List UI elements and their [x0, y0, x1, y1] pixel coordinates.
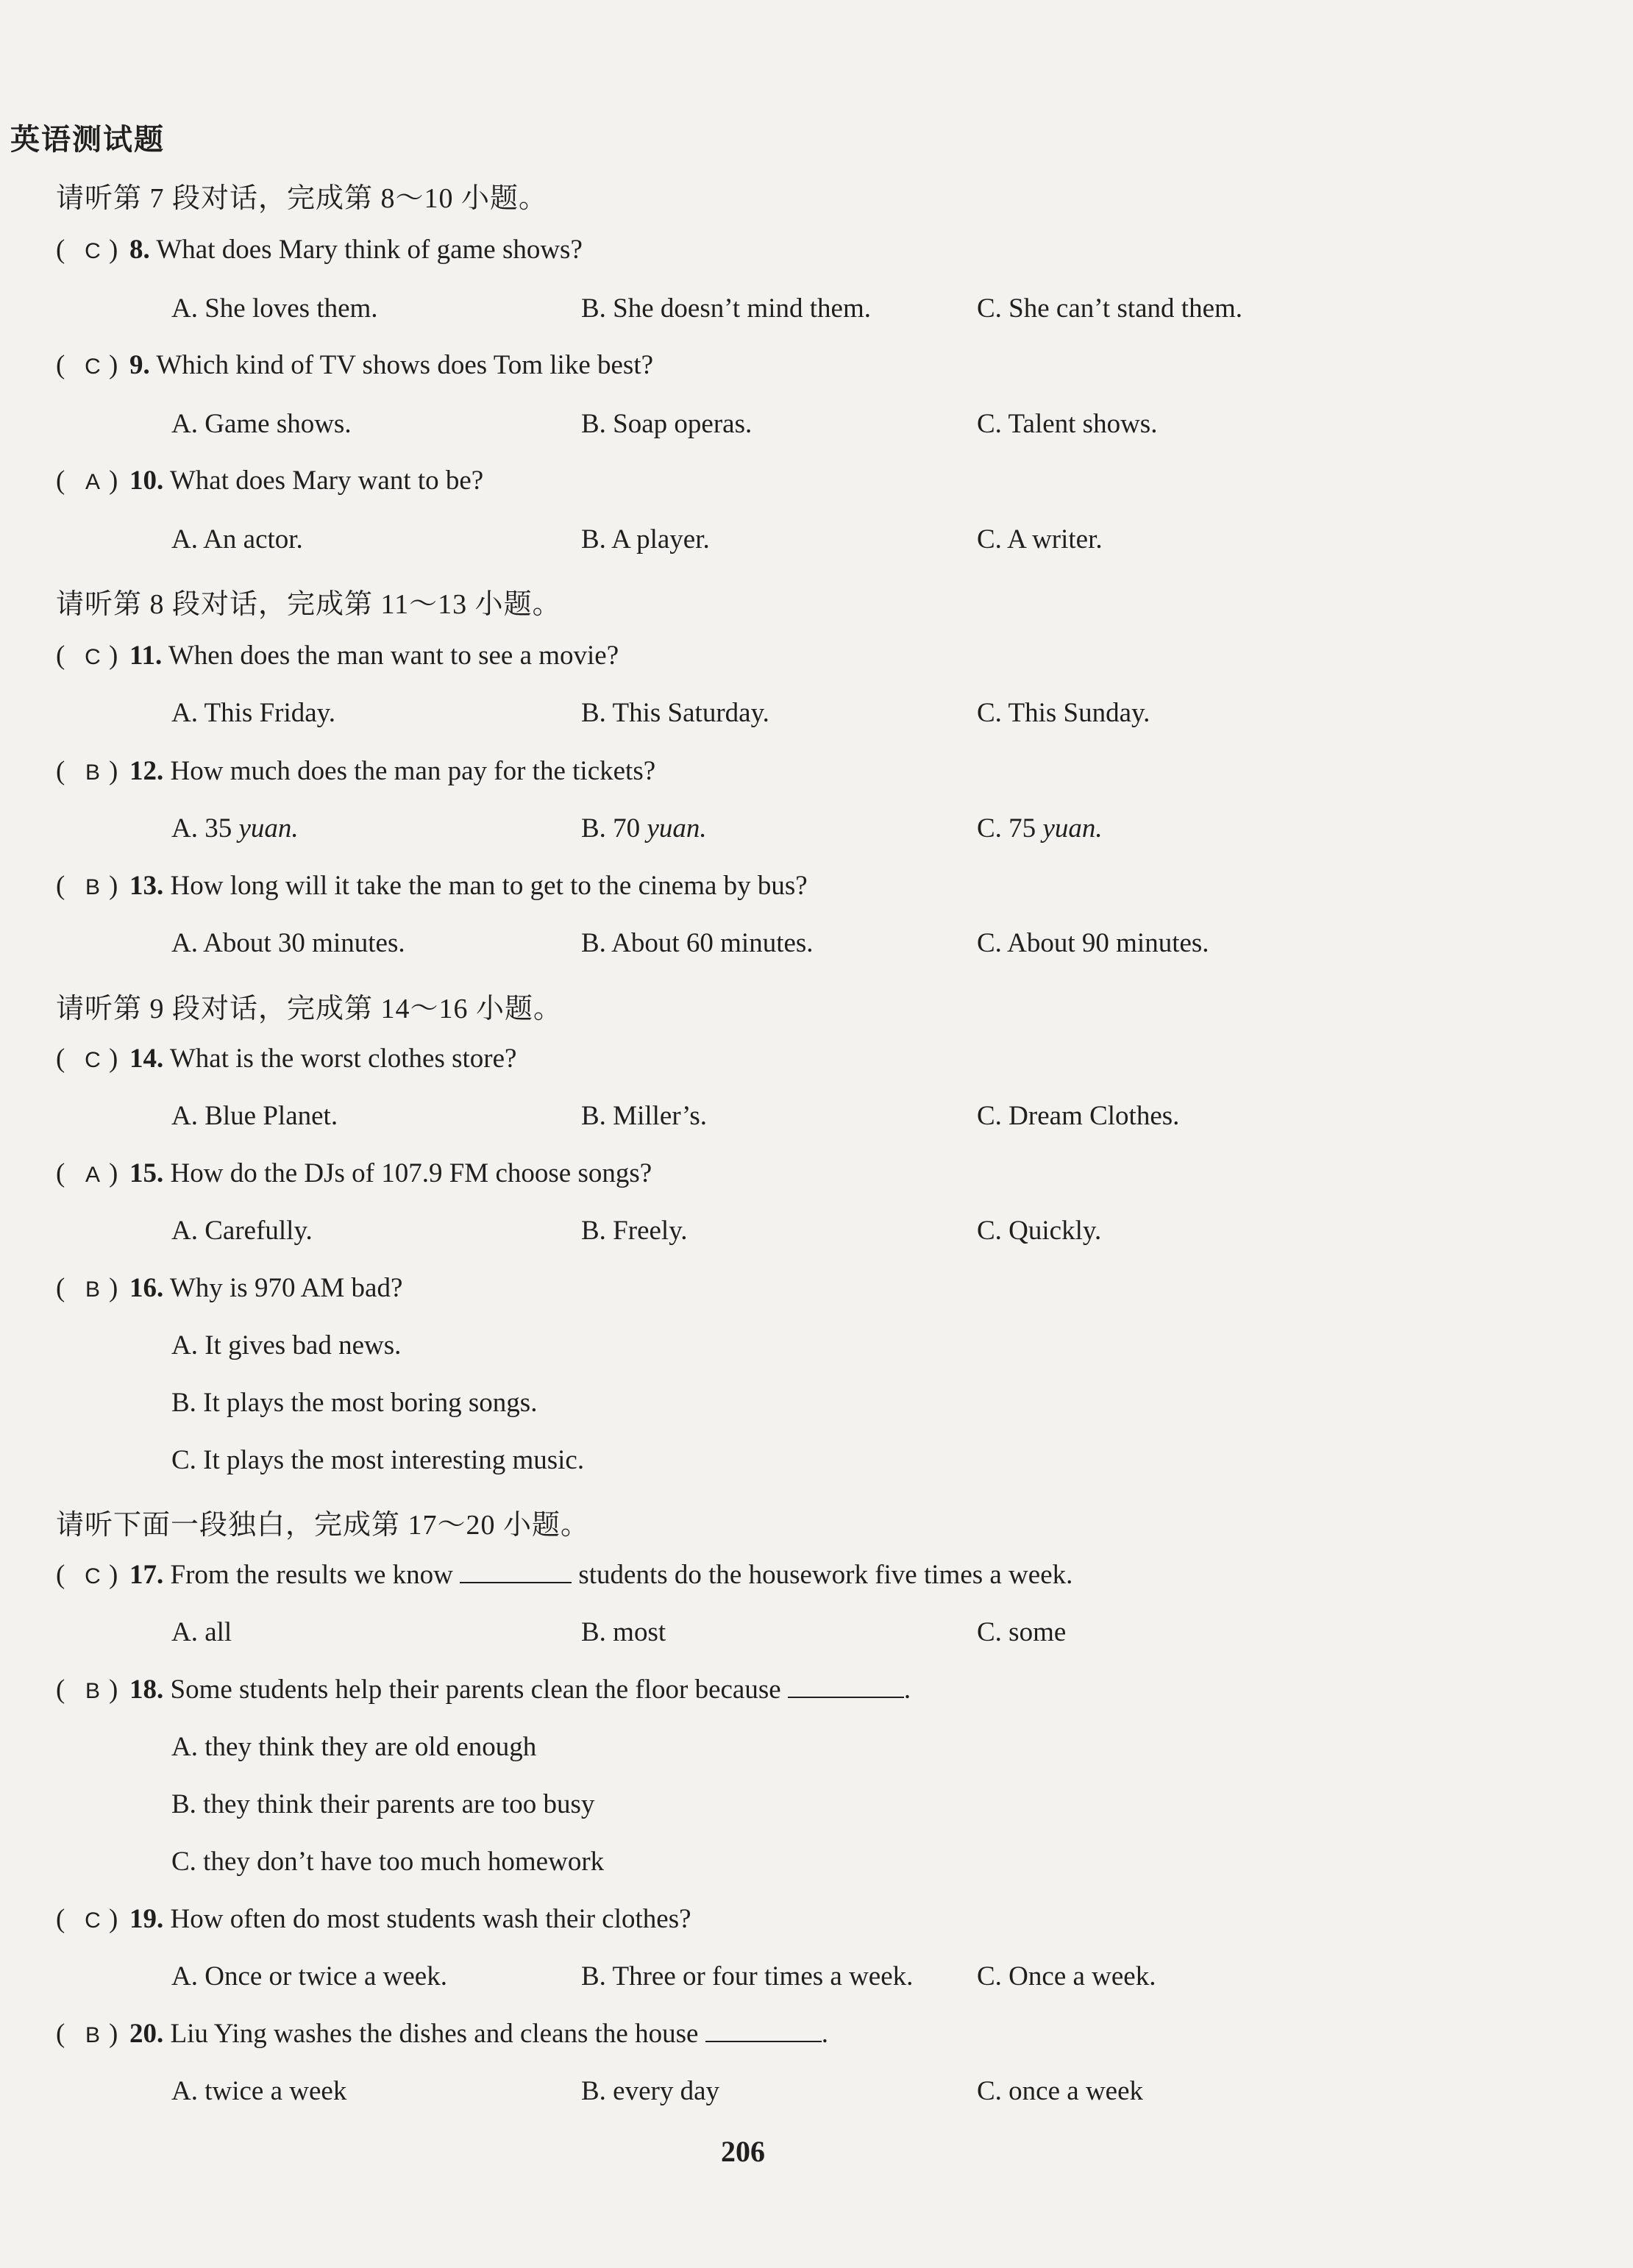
- question-number: 14.: [129, 1044, 164, 1074]
- option-14b: B. Miller’s.: [581, 1101, 707, 1131]
- option-12c: C. 75 yuan.: [977, 813, 1103, 844]
- question-text: What does Mary think of game shows?: [156, 235, 583, 265]
- option-12a: A. 35 yuan.: [171, 813, 299, 844]
- answer-13: B: [85, 875, 100, 899]
- question-number: 16.: [129, 1273, 164, 1303]
- option-10b: B. A player.: [581, 524, 710, 554]
- option-17b: B. most: [581, 1617, 666, 1647]
- question-text: How often do most students wash their clothes?: [170, 1904, 691, 1934]
- option-19c: C. Once a week.: [977, 1961, 1156, 1991]
- question-15: ( A ) 15. How do the DJs of 107.9 FM choose songs?: [56, 1158, 652, 1188]
- page-header-title: 英语测试题: [10, 123, 165, 156]
- answer-blank: [788, 1675, 904, 1698]
- answer-16: B: [85, 1277, 100, 1302]
- option-10a: A. An actor.: [171, 524, 303, 554]
- answer-20: B: [85, 2023, 100, 2047]
- question-8: ( C ) 8. What does Mary think of game shows?: [56, 235, 583, 265]
- option-12b: B. 70 yuan.: [581, 813, 707, 844]
- option-13a: A. About 30 minutes.: [171, 928, 405, 958]
- question-number: 15.: [129, 1158, 164, 1188]
- option-18c: C. they don’t have too much homework: [171, 1847, 605, 1877]
- answer-14: C: [85, 1048, 101, 1072]
- question-number: 19.: [129, 1904, 164, 1934]
- option-9a: A. Game shows.: [171, 409, 352, 439]
- option-13b: B. About 60 minutes.: [581, 928, 814, 958]
- option-19a: A. Once or twice a week.: [171, 1961, 447, 1991]
- question-11: ( C ) 11. When does the man want to see a movie?: [56, 641, 619, 671]
- question-text-continued: .: [903, 1675, 911, 1705]
- section-instruction-1: 请听第 7 段对话，完成第 8～10 小题。: [56, 183, 548, 214]
- option-20a: A. twice a week: [171, 2076, 347, 2106]
- question-number: 11.: [129, 641, 163, 671]
- answer-9: C: [85, 354, 101, 379]
- question-number: 17.: [129, 1560, 164, 1590]
- currency-unit: yuan.: [1042, 813, 1103, 844]
- option-16c: C. It plays the most interesting music.: [171, 1445, 585, 1475]
- option-14c: C. Dream Clothes.: [977, 1101, 1180, 1131]
- option-9b: B. Soap operas.: [581, 409, 753, 439]
- question-13: ( B ) 13. How long will it take the man to get to the cinema by bus?: [56, 871, 808, 901]
- option-14a: A. Blue Planet.: [171, 1101, 338, 1131]
- option-11a: A. This Friday.: [171, 698, 336, 728]
- option-20c: C. once a week: [977, 2076, 1144, 2106]
- option-16a: A. It gives bad news.: [171, 1330, 402, 1361]
- answer-11: C: [85, 645, 101, 669]
- option-18a: A. they think they are old enough: [171, 1732, 537, 1762]
- option-15a: A. Carefully.: [171, 1216, 313, 1246]
- question-number: 20.: [129, 2019, 164, 2049]
- question-18: ( B ) 18. Some students help their parents clean the floor because .: [56, 1675, 911, 1705]
- answer-19: C: [85, 1908, 101, 1933]
- question-17: ( C ) 17. From the results we know students do the housework five times a week.: [56, 1560, 1073, 1590]
- question-text: How do the DJs of 107.9 FM choose songs?: [170, 1158, 652, 1188]
- question-10: ( A ) 10. What does Mary want to be?: [56, 466, 484, 496]
- answer-8: C: [85, 239, 101, 263]
- answer-10: A: [85, 470, 100, 494]
- question-number: 13.: [129, 871, 164, 901]
- currency-unit: yuan.: [647, 813, 707, 844]
- option-9c: C. Talent shows.: [977, 409, 1158, 439]
- answer-blank: [460, 1560, 572, 1583]
- question-text: Some students help their parents clean the floor because: [170, 1675, 781, 1705]
- option-17a: A. all: [171, 1617, 232, 1647]
- question-text: Which kind of TV shows does Tom like best?: [156, 350, 654, 380]
- section-instruction-2: 请听第 8 段对话，完成第 11～13 小题。: [56, 589, 561, 620]
- question-19: ( C ) 19. How often do most students wash their clothes?: [56, 1904, 691, 1934]
- question-number: 12.: [129, 756, 164, 786]
- option-11c: C. This Sunday.: [977, 698, 1150, 728]
- page-number: 206: [721, 2135, 765, 2168]
- question-text-continued: students do the housework five times a week.: [578, 1560, 1073, 1590]
- question-text: Liu Ying washes the dishes and cleans the house: [170, 2019, 699, 2049]
- option-13c: C. About 90 minutes.: [977, 928, 1209, 958]
- option-17c: C. some: [977, 1617, 1067, 1647]
- section-instruction-4: 请听下面一段独白，完成第 17～20 小题。: [56, 1510, 590, 1541]
- option-8b: B. She doesn’t mind them.: [581, 293, 871, 324]
- answer-12: B: [85, 760, 100, 785]
- question-text: How much does the man pay for the tickets?: [170, 756, 656, 786]
- option-19b: B. Three or four times a week.: [581, 1961, 914, 1991]
- answer-15: A: [85, 1163, 100, 1187]
- question-text: What is the worst clothes store?: [169, 1044, 517, 1074]
- question-text: Why is 970 AM bad?: [169, 1273, 403, 1303]
- option-16b: B. It plays the most boring songs.: [171, 1388, 538, 1418]
- question-number: 8.: [129, 235, 150, 265]
- option-18b: B. they think their parents are too busy: [171, 1789, 595, 1819]
- question-9: ( C ) 9. Which kind of TV shows does Tom like best?: [56, 350, 654, 380]
- option-8c: C. She can’t stand them.: [977, 293, 1243, 324]
- answer-18: B: [85, 1679, 100, 1703]
- option-8a: A. She loves them.: [171, 293, 378, 324]
- question-12: ( B ) 12. How much does the man pay for the tickets?: [56, 756, 656, 786]
- section-instruction-3: 请听第 9 段对话，完成第 14～16 小题。: [56, 994, 563, 1024]
- option-20b: B. every day: [581, 2076, 720, 2106]
- question-14: ( C ) 14. What is the worst clothes store?: [56, 1044, 517, 1074]
- option-11b: B. This Saturday.: [581, 698, 769, 728]
- question-text: What does Mary want to be?: [169, 466, 484, 496]
- answer-17: C: [85, 1564, 101, 1588]
- question-16: ( B ) 16. Why is 970 AM bad?: [56, 1273, 403, 1303]
- question-number: 9.: [129, 350, 150, 380]
- option-15c: C. Quickly.: [977, 1216, 1102, 1246]
- question-text-continued: .: [821, 2019, 828, 2049]
- question-text: When does the man want to see a movie?: [168, 641, 619, 671]
- question-number: 18.: [129, 1675, 164, 1705]
- currency-unit: yuan.: [238, 813, 299, 844]
- option-10c: C. A writer.: [977, 524, 1103, 554]
- question-number: 10.: [129, 466, 164, 496]
- question-text: How long will it take the man to get to the cinema by bus?: [170, 871, 808, 901]
- question-20: ( B ) 20. Liu Ying washes the dishes and cleans the house .: [56, 2019, 828, 2049]
- question-text: From the results we know: [170, 1560, 453, 1590]
- option-15b: B. Freely.: [581, 1216, 688, 1246]
- answer-blank: [705, 2019, 822, 2042]
